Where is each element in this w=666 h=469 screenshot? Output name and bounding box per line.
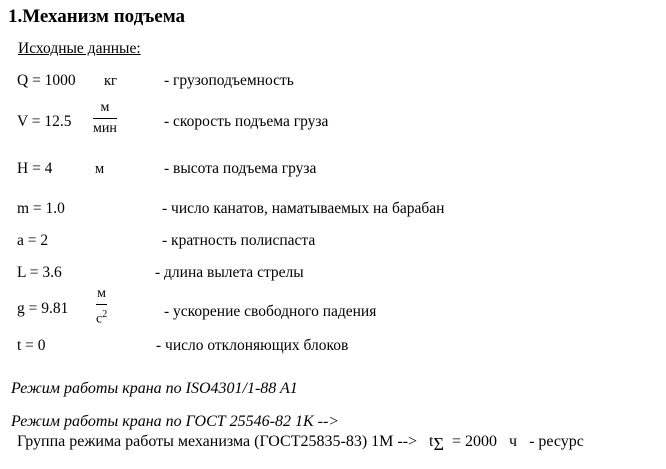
param-g-unit (96, 286, 107, 328)
crane-mode-gost: Режим работы крана по ГОСТ 25546-82 1К --> (11, 413, 340, 430)
mechanism-mode-group (17, 433, 584, 455)
param-q-unit: кг (104, 73, 117, 89)
fraction-bar (93, 118, 117, 119)
param-v-expr: V = 12.5 (17, 113, 72, 130)
param-a-expr: a = 2 (17, 232, 49, 249)
param-m-expr: m = 1.0 (17, 200, 65, 217)
param-t-desc: - число отклоняющих блоков (156, 337, 349, 354)
param-v-desc: - скорость подъема груза (164, 113, 329, 130)
resource-value: = 2000 (451, 433, 498, 450)
param-l-expr: L = 3.6 (17, 264, 62, 281)
param-h-expr: H = 4 (17, 160, 53, 177)
param-g-unit-denominator: $с^2$ (96, 309, 108, 327)
param-m-desc: - число канатов, наматываемых на барабан (162, 200, 445, 217)
section-title: 1.Механизм подъема (8, 6, 186, 27)
param-t-expr: t = 0 (17, 337, 46, 354)
param-v-unit (93, 100, 117, 137)
param-g-unit-numerator: м (97, 286, 107, 301)
resource-var: t (429, 433, 434, 450)
initial-data-heading: Исходные данные: (18, 40, 141, 57)
param-g-desc: - ускорение свободного падения (164, 303, 377, 320)
param-v-unit-denominator: мин (93, 121, 117, 136)
param-v-unit-numerator: м (100, 100, 110, 115)
param-h-unit: м (95, 161, 105, 177)
param-q-expr: Q = 1000 (17, 72, 76, 89)
mechanism-mode-text: Группа режима работы механизма (ГОСТ25835-83) 1М --> (17, 433, 418, 450)
fraction-bar (96, 304, 107, 305)
param-l-desc: - длина вылета стрелы (155, 264, 304, 281)
resource-unit: ч (509, 433, 518, 450)
param-q-desc: - грузоподъемность (164, 72, 294, 89)
sum-symbol: Σ (433, 434, 444, 455)
param-g-expr: g = 9.81 (17, 300, 69, 317)
param-h-desc: - высота подъема груза (164, 160, 317, 177)
param-a-desc: - кратность полиспаста (162, 232, 316, 249)
resource-desc: - ресурс (529, 433, 584, 450)
crane-mode-iso: Режим работы крана по ISO4301/1-88 A1 (11, 380, 298, 397)
